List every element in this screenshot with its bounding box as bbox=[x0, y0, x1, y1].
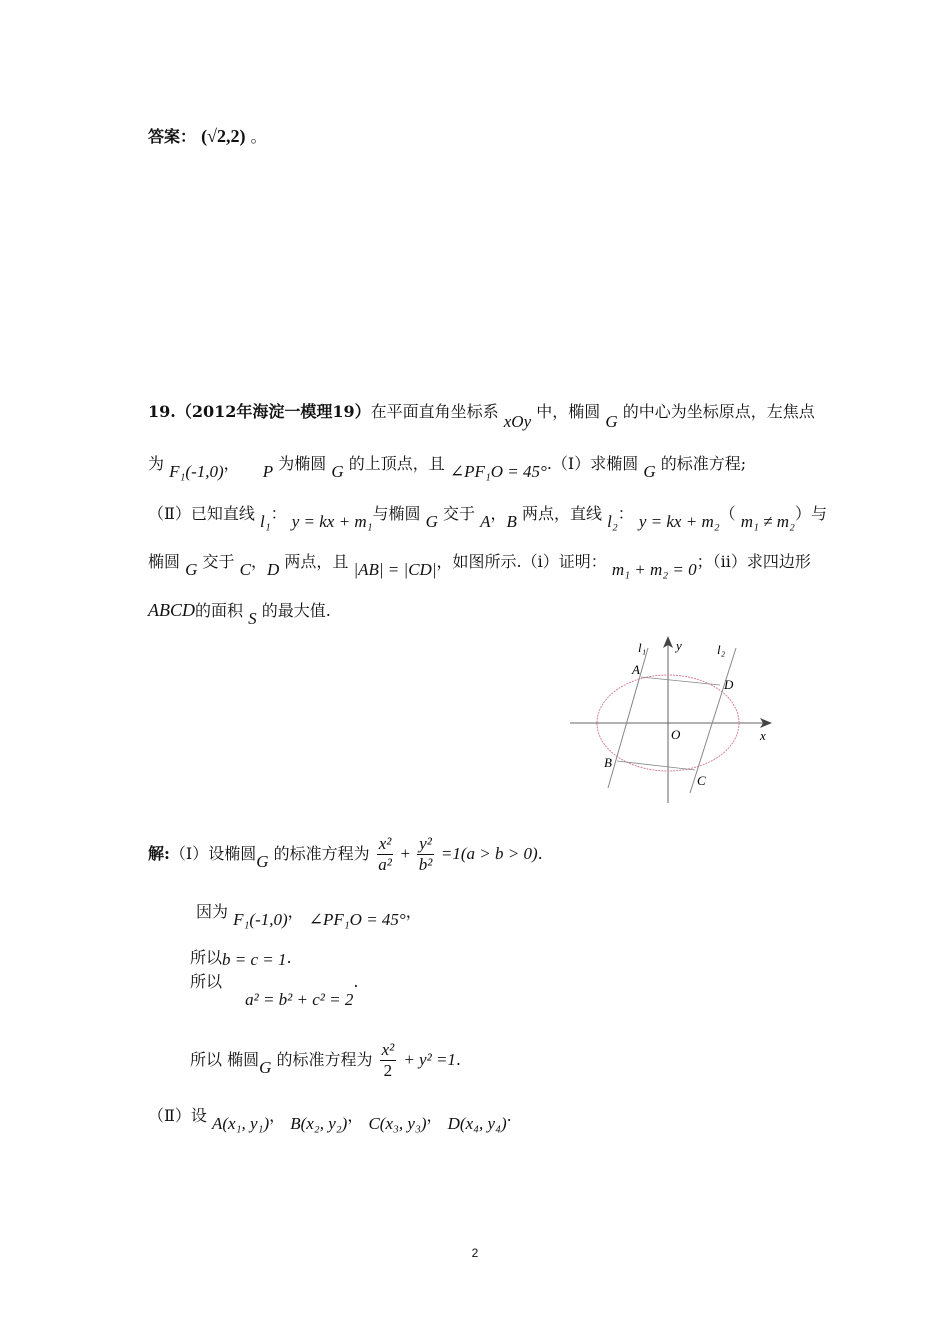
problem-text: 椭圆 bbox=[148, 552, 181, 571]
problem-line-2 bbox=[148, 452, 747, 481]
math-g: G bbox=[256, 852, 269, 871]
math-g: G bbox=[643, 462, 656, 481]
label-l2: l₂ bbox=[717, 642, 726, 657]
solution-line-6 bbox=[148, 1104, 512, 1133]
math-abcd: ABCD bbox=[148, 600, 195, 620]
ellipse-figure bbox=[562, 628, 782, 808]
math-d: D bbox=[266, 560, 280, 579]
math-g: G bbox=[331, 462, 344, 481]
math-eq2: y = kx + m₂ bbox=[638, 512, 720, 531]
math-eq1: y = kx + m₁ bbox=[291, 512, 373, 531]
fraction-x2-2 bbox=[380, 1040, 397, 1081]
problem-text: 的标准方程; bbox=[660, 454, 747, 473]
math-a: A bbox=[480, 512, 491, 531]
problem-text: （Ⅱ）已知直线 bbox=[148, 504, 255, 523]
problem-text: ： bbox=[270, 504, 287, 523]
solution-line-3 bbox=[190, 946, 292, 970]
math-ellipse-eq: + y² =1 bbox=[403, 1050, 456, 1069]
solution-text: . bbox=[353, 972, 359, 991]
segment-ad bbox=[641, 677, 720, 685]
solution-text: （Ⅰ）设椭圆 bbox=[169, 844, 257, 863]
problem-text: ）与 bbox=[794, 504, 827, 523]
solution-text: ， bbox=[287, 902, 304, 921]
problem-text: ， bbox=[250, 552, 267, 571]
problem-text: ， bbox=[490, 504, 507, 523]
label-l1: l₁ bbox=[638, 640, 647, 655]
solution-text: ， bbox=[426, 1106, 443, 1125]
problem-text: 的最大值. bbox=[261, 601, 331, 620]
solution-text: 所以 椭圆 bbox=[190, 1050, 260, 1069]
problem-text: 两点，直线 bbox=[522, 504, 603, 523]
problem-text: 交于 bbox=[443, 504, 476, 523]
problem-text: 为 bbox=[148, 454, 165, 473]
problem-number: 19.（2012年海淀一模理19） bbox=[148, 402, 371, 421]
solution-text: ， bbox=[347, 1106, 364, 1125]
fraction-y2-b2 bbox=[417, 834, 434, 875]
frac-den: 2 bbox=[383, 1061, 393, 1080]
solution-text: 所以 bbox=[190, 972, 223, 991]
solution-text: . bbox=[537, 844, 543, 863]
problem-text: 的上顶点，且 bbox=[348, 454, 445, 473]
label-b: B bbox=[604, 755, 612, 770]
problem-text: 的面积 bbox=[195, 601, 244, 620]
answer-tail: 。 bbox=[250, 127, 267, 146]
solution-text: ， bbox=[269, 1106, 286, 1125]
frac-num: x² bbox=[381, 1040, 395, 1059]
solution-label: 解: bbox=[148, 844, 170, 863]
label-a: A bbox=[632, 662, 640, 677]
problem-text: ： bbox=[617, 504, 634, 523]
problem-text: 的中心为坐标原点，左焦点 bbox=[622, 402, 815, 421]
problem-text: 在平面直角坐标系 bbox=[370, 402, 499, 421]
math-g: G bbox=[185, 560, 198, 579]
problem-text: ，如图所示.（ⅰ）证明： bbox=[436, 552, 607, 571]
frac-num: y² bbox=[419, 834, 432, 853]
math-p: P bbox=[262, 462, 274, 481]
problem-text: （ bbox=[719, 504, 736, 523]
solution-text: （Ⅱ）设 bbox=[148, 1106, 207, 1125]
answer-label: 答案： bbox=[148, 127, 197, 146]
math-b: B bbox=[506, 512, 517, 531]
math-l1: l₁ bbox=[259, 512, 271, 531]
math-f1: F₁(-1,0) bbox=[233, 910, 288, 929]
solution-line-2 bbox=[196, 900, 422, 929]
math-sum: m₁ + m₂ = 0 bbox=[611, 560, 697, 579]
math-g: G bbox=[605, 412, 618, 431]
label-y: y bbox=[676, 638, 682, 653]
math-s: S bbox=[248, 609, 257, 628]
solution-text: . bbox=[506, 1106, 512, 1125]
math-g: G bbox=[425, 512, 438, 531]
label-c: C bbox=[697, 773, 706, 788]
math-neq: m₁ ≠ m₂ bbox=[740, 512, 795, 531]
problem-line-4 bbox=[148, 550, 811, 579]
math-point-c: C(x₃, y₃) bbox=[368, 1114, 427, 1133]
math-c: C bbox=[239, 560, 251, 579]
label-d: D bbox=[724, 677, 734, 692]
label-o: O bbox=[671, 727, 681, 742]
math-xoy: xOy bbox=[503, 412, 532, 431]
math-l2: l₂ bbox=[607, 512, 618, 531]
solution-text: 所以 bbox=[190, 948, 223, 967]
problem-text: 交于 bbox=[202, 552, 235, 571]
problem-text: ；（ⅱ）求四边形 bbox=[696, 552, 811, 571]
solution-text: ， bbox=[405, 902, 422, 921]
math-f1: F₁(-1,0) bbox=[169, 462, 224, 481]
problem-text: 中，椭圆 bbox=[536, 402, 601, 421]
fraction-x2-a2 bbox=[377, 834, 394, 875]
math-angle: ∠PF₁O = 45° bbox=[449, 462, 547, 481]
math-point-d: D(x₄, y₄) bbox=[447, 1114, 507, 1133]
frac-den: a² bbox=[378, 855, 392, 874]
problem-text: 两点，且 bbox=[284, 552, 349, 571]
solution-line-1 bbox=[148, 832, 543, 876]
math-plus: + bbox=[400, 844, 411, 863]
page-number: 2 bbox=[471, 1246, 479, 1260]
math-condition: =1(a > b > 0) bbox=[440, 844, 538, 863]
problem-text: .（Ⅰ）求椭圆 bbox=[546, 454, 639, 473]
segment-bc bbox=[617, 761, 695, 770]
problem-line-5 bbox=[148, 598, 331, 628]
math-point-a: A(x₁, y₁) bbox=[211, 1114, 270, 1133]
problem-line-3 bbox=[148, 502, 827, 531]
solution-text: . bbox=[286, 948, 292, 967]
problem-text: 为椭圆 bbox=[278, 454, 327, 473]
solution-text: 因为 bbox=[196, 902, 229, 921]
math-bc: b = c = 1 bbox=[222, 950, 287, 969]
solution-line-5 bbox=[190, 1038, 461, 1082]
problem-text: 与椭圆 bbox=[372, 504, 421, 523]
line-l1 bbox=[608, 648, 648, 788]
math-g: G bbox=[259, 1058, 272, 1077]
solution-text: 的标准方程为 bbox=[273, 844, 370, 863]
frac-den: b² bbox=[418, 855, 433, 874]
answer-value: (√2,2) bbox=[201, 126, 246, 146]
math-angle: ∠PF₁O = 45° bbox=[308, 910, 406, 929]
solution-text: 的标准方程为 bbox=[276, 1050, 373, 1069]
frac-num: x² bbox=[378, 834, 392, 853]
math-point-b: B(x₂, y₂) bbox=[290, 1114, 348, 1133]
solution-text: . bbox=[455, 1050, 462, 1069]
line-l2 bbox=[690, 648, 736, 793]
math-abs: |AB| = |CD| bbox=[353, 560, 437, 579]
answer-line bbox=[148, 124, 267, 149]
problem-text: ， bbox=[223, 454, 240, 473]
label-x: x bbox=[760, 728, 766, 743]
solution-line-4 bbox=[190, 970, 359, 1009]
problem-line-1 bbox=[148, 400, 815, 431]
math-a2: a² = b² + c² = 2 bbox=[245, 990, 354, 1009]
